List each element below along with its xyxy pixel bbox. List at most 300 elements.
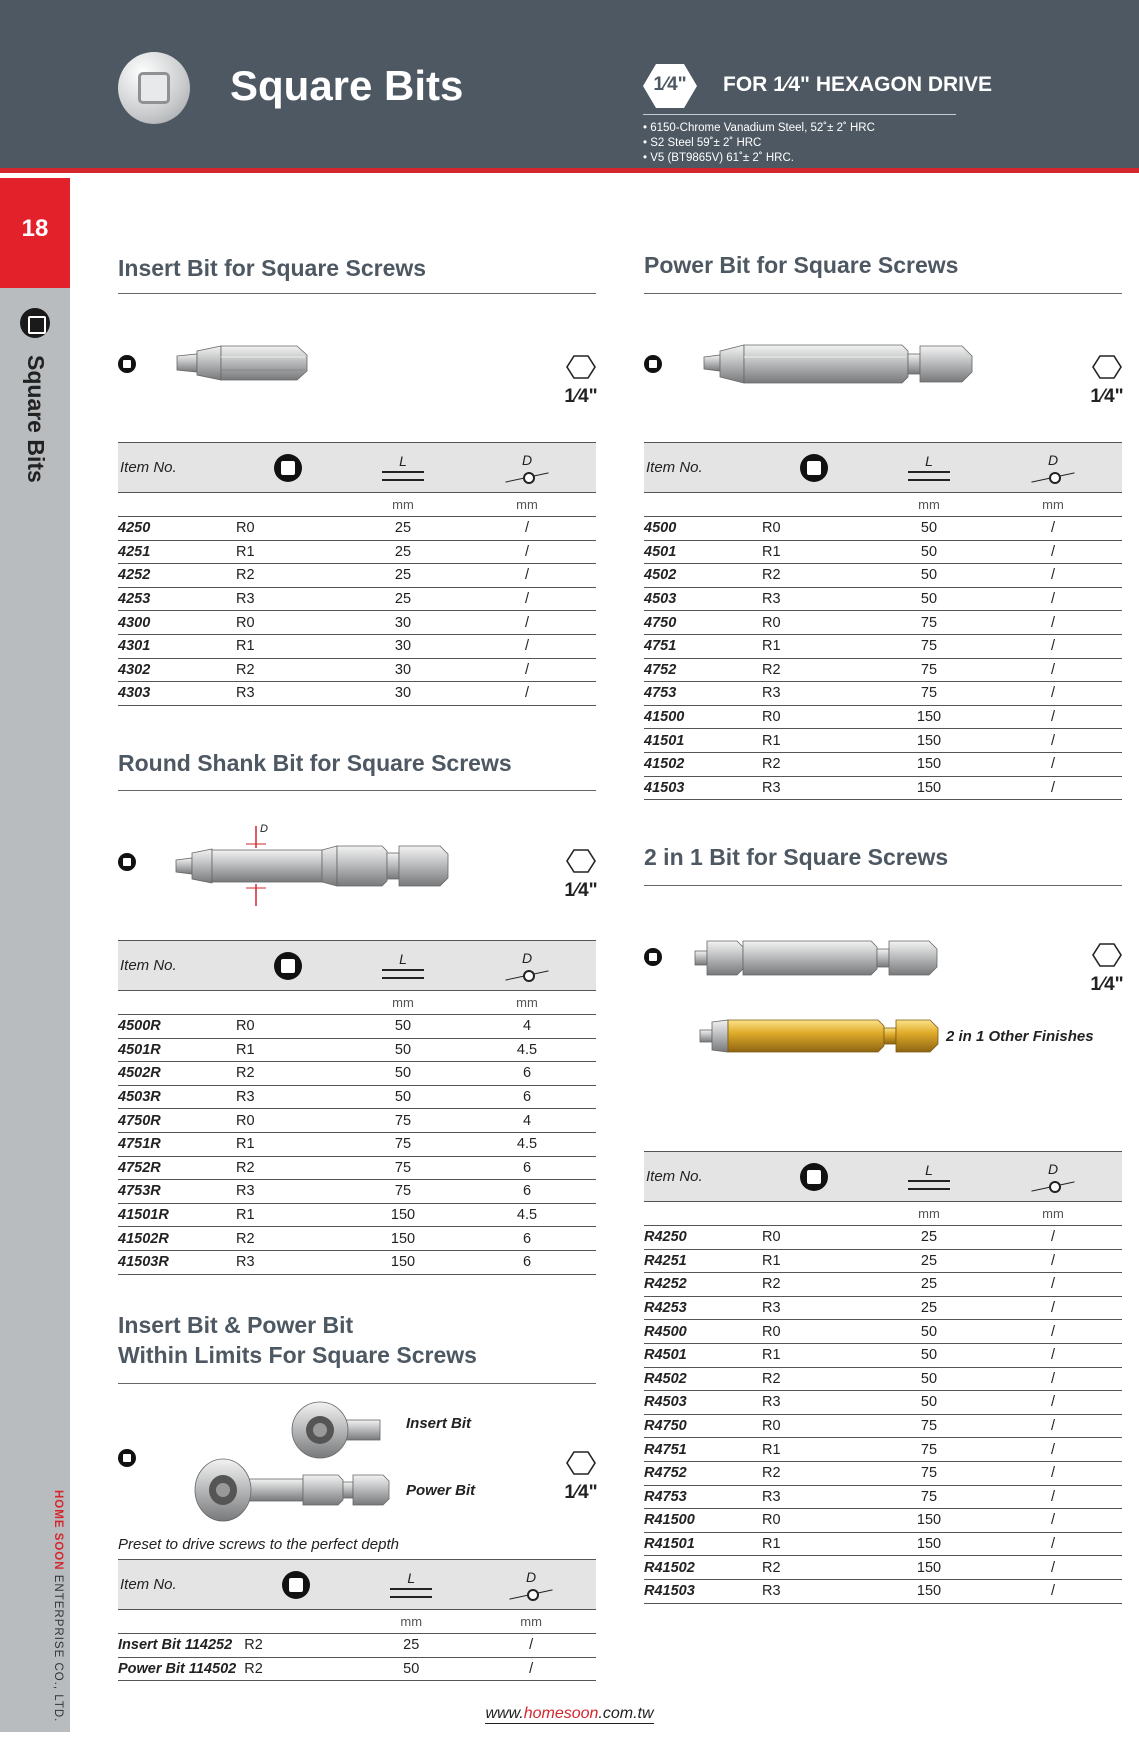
diameter-value: 6 xyxy=(458,1227,596,1251)
power-bit-label: Power Bit xyxy=(406,1482,476,1499)
col-diameter-label: D xyxy=(521,452,533,468)
col-length-label: L xyxy=(407,1570,416,1586)
units-row xyxy=(118,493,596,517)
table-body xyxy=(118,1610,596,1681)
hex-size-label: 1⁄4" xyxy=(1090,974,1124,995)
square-drive-icon xyxy=(274,454,302,482)
square-size: R0 xyxy=(754,611,874,635)
length-value: 150 xyxy=(874,705,984,729)
diameter-value: / xyxy=(984,1485,1122,1509)
length-value: 150 xyxy=(874,729,984,753)
page-number: 18 xyxy=(21,215,49,242)
col-diameter xyxy=(458,941,596,991)
square-size: R1 xyxy=(228,1132,348,1156)
length-value: 50 xyxy=(348,1062,458,1086)
square-size: R1 xyxy=(754,1343,874,1367)
length-value: 25 xyxy=(874,1249,984,1273)
diameter-value: / xyxy=(984,682,1122,706)
limits-table xyxy=(118,1559,596,1681)
item-no: 4753 xyxy=(644,682,754,706)
table-row xyxy=(644,1391,1122,1415)
item-no: R4500 xyxy=(644,1320,754,1344)
hexagon-icon xyxy=(1092,355,1122,379)
table-row xyxy=(118,658,596,682)
diameter-value: / xyxy=(984,1509,1122,1533)
hex-size-label: 1⁄4" xyxy=(564,386,598,407)
round-shank-title: Round Shank Bit for Square Screws xyxy=(118,750,512,776)
square-size: R1 xyxy=(228,634,348,658)
other-finishes-label: 2 in 1 Other Finishes xyxy=(946,1028,1094,1045)
table-row xyxy=(118,517,596,541)
length-value: 25 xyxy=(874,1226,984,1250)
square-size: R2 xyxy=(228,564,348,588)
table-row xyxy=(118,611,596,635)
two-in-one-table xyxy=(644,1151,1122,1604)
square-size: R0 xyxy=(228,517,348,541)
length-value: 75 xyxy=(874,1414,984,1438)
power-bit-title: Power Bit for Square Screws xyxy=(644,252,959,278)
table-row xyxy=(118,1085,596,1109)
url-brand: homesoon xyxy=(523,1705,599,1722)
table-row xyxy=(118,1203,596,1227)
length-value: 25 xyxy=(348,540,458,564)
hexagon-icon xyxy=(1092,943,1122,967)
diameter-value: 4.5 xyxy=(458,1203,596,1227)
item-no: 4501R xyxy=(118,1038,228,1062)
hex-size-indicator xyxy=(561,1451,601,1504)
square-size: R3 xyxy=(754,1296,874,1320)
square-drive-icon xyxy=(800,454,828,482)
item-no: 41502R xyxy=(118,1227,228,1251)
square-size: R2 xyxy=(228,1062,348,1086)
diameter-value: / xyxy=(466,1657,596,1681)
square-size: R3 xyxy=(754,1579,874,1603)
diameter-value: / xyxy=(984,1249,1122,1273)
table-body xyxy=(118,493,596,706)
diameter-value: 4 xyxy=(458,1109,596,1133)
length-value: 30 xyxy=(348,658,458,682)
website-url[interactable] xyxy=(485,1705,653,1724)
col-length-label: L xyxy=(925,1162,933,1178)
item-no: 4501 xyxy=(644,540,754,564)
length-value: 150 xyxy=(348,1203,458,1227)
length-value: 50 xyxy=(874,1367,984,1391)
item-no: 41500 xyxy=(644,705,754,729)
unit-label: mm xyxy=(348,493,458,517)
diameter-icon xyxy=(1031,470,1075,482)
length-value: 25 xyxy=(356,1634,466,1658)
item-no: 4750 xyxy=(644,611,754,635)
length-value: 25 xyxy=(348,587,458,611)
material-note: • 6150-Chrome Vanadium Steel, 52˚± 2˚ HRC xyxy=(643,122,875,134)
diameter-value: / xyxy=(984,658,1122,682)
square-size: R1 xyxy=(754,1438,874,1462)
square-size: R0 xyxy=(228,1109,348,1133)
table-row xyxy=(644,634,1122,658)
square-screw-icon xyxy=(118,853,136,871)
item-no: R4750 xyxy=(644,1414,754,1438)
item-no: R4253 xyxy=(644,1296,754,1320)
item-no: R41500 xyxy=(644,1509,754,1533)
table-row xyxy=(644,705,1122,729)
square-screw-icon xyxy=(644,355,662,373)
table-row xyxy=(644,564,1122,588)
hex-size-label: 1⁄4" xyxy=(564,1482,598,1503)
diameter-value: / xyxy=(458,587,596,611)
diameter-value: 4 xyxy=(458,1015,596,1039)
square-bits-emblem xyxy=(118,52,190,124)
square-size: R2 xyxy=(754,1556,874,1580)
col-diameter xyxy=(984,1152,1122,1202)
table-row xyxy=(118,1015,596,1039)
square-size: R1 xyxy=(228,540,348,564)
item-no: R4251 xyxy=(644,1249,754,1273)
length-value: 150 xyxy=(874,1556,984,1580)
item-no: R4751 xyxy=(644,1438,754,1462)
table-row xyxy=(118,1227,596,1251)
diameter-value: / xyxy=(984,752,1122,776)
hex-size-indicator xyxy=(1087,943,1127,996)
length-value: 75 xyxy=(874,1461,984,1485)
table-row xyxy=(644,1320,1122,1344)
length-value: 75 xyxy=(348,1180,458,1204)
item-no: 41503 xyxy=(644,776,754,800)
website-link[interactable] xyxy=(0,1705,1139,1723)
section-rule xyxy=(644,885,1122,886)
unit-label: mm xyxy=(458,991,596,1015)
unit-label: mm xyxy=(874,1202,984,1226)
item-no: 41502 xyxy=(644,752,754,776)
units-row xyxy=(118,991,596,1015)
length-value: 150 xyxy=(874,752,984,776)
round-shank-bit-image xyxy=(172,822,452,906)
item-no: 4303 xyxy=(118,682,228,706)
table-row xyxy=(644,1296,1122,1320)
length-value: 30 xyxy=(348,682,458,706)
unit-label: mm xyxy=(874,493,984,517)
length-value: 50 xyxy=(348,1038,458,1062)
table-row xyxy=(118,634,596,658)
square-size: R1 xyxy=(754,1249,874,1273)
item-no: R4502 xyxy=(644,1367,754,1391)
table-body xyxy=(118,991,596,1275)
item-no: R4252 xyxy=(644,1273,754,1297)
item-no: 4300 xyxy=(118,611,228,635)
power-bit-image xyxy=(702,342,974,386)
col-length xyxy=(356,1560,466,1610)
diameter-value: / xyxy=(984,1414,1122,1438)
power-bit-stop-image xyxy=(193,1457,393,1523)
square-size: R2 xyxy=(754,1367,874,1391)
item-no: 4752R xyxy=(118,1156,228,1180)
table-row xyxy=(644,1343,1122,1367)
square-size: R2 xyxy=(228,658,348,682)
square-size: R2 xyxy=(754,564,874,588)
length-icon xyxy=(382,969,424,979)
diameter-value: / xyxy=(984,1367,1122,1391)
diameter-value: / xyxy=(458,517,596,541)
length-value: 75 xyxy=(874,634,984,658)
col-diameter-label: D xyxy=(1047,452,1059,468)
square-drive-icon xyxy=(20,308,50,338)
diameter-value: / xyxy=(984,1296,1122,1320)
hex-size-indicator xyxy=(1087,355,1127,408)
length-value: 50 xyxy=(874,540,984,564)
item-no: 4301 xyxy=(118,634,228,658)
square-size: R2 xyxy=(754,1461,874,1485)
item-no: R4503 xyxy=(644,1391,754,1415)
item-no: 4500 xyxy=(644,517,754,541)
square-size: R2 xyxy=(228,1156,348,1180)
table-row xyxy=(644,729,1122,753)
table-row xyxy=(644,540,1122,564)
length-value: 75 xyxy=(348,1109,458,1133)
diameter-icon xyxy=(505,470,549,482)
col-item-no: Item No. xyxy=(644,443,754,493)
square-size: R1 xyxy=(754,729,874,753)
limits-title-line2: Within Limits For Square Screws xyxy=(118,1342,477,1368)
item-no: 41503R xyxy=(118,1250,228,1274)
table-row xyxy=(644,1509,1122,1533)
table-row xyxy=(644,611,1122,635)
square-size: R3 xyxy=(228,682,348,706)
diameter-value: 6 xyxy=(458,1250,596,1274)
diameter-value: / xyxy=(984,1273,1122,1297)
square-screw-icon xyxy=(118,355,136,373)
diameter-value: / xyxy=(984,1579,1122,1603)
section-rule xyxy=(118,1383,596,1384)
item-no: 4750R xyxy=(118,1109,228,1133)
length-value: 50 xyxy=(874,1320,984,1344)
item-no: Insert Bit 114252 xyxy=(118,1634,236,1658)
table-row xyxy=(118,587,596,611)
diameter-value: / xyxy=(458,540,596,564)
length-icon xyxy=(382,471,424,481)
table-row xyxy=(118,1038,596,1062)
square-size: R0 xyxy=(228,1015,348,1039)
length-value: 25 xyxy=(348,517,458,541)
col-diameter-label: D xyxy=(1047,1161,1059,1177)
unit-label: mm xyxy=(984,493,1122,517)
length-value: 75 xyxy=(874,611,984,635)
col-square-size xyxy=(754,1152,874,1202)
table-row xyxy=(644,1367,1122,1391)
col-length xyxy=(348,941,458,991)
col-length-label: L xyxy=(399,951,407,967)
length-value: 50 xyxy=(874,517,984,541)
diameter-value: / xyxy=(984,587,1122,611)
table-row xyxy=(118,1180,596,1204)
limits-title-line1: Insert Bit & Power Bit xyxy=(118,1312,354,1338)
length-value: 50 xyxy=(348,1085,458,1109)
length-value: 25 xyxy=(348,564,458,588)
table-row xyxy=(118,1156,596,1180)
square-size: R2 xyxy=(754,658,874,682)
company-name xyxy=(52,1490,64,1722)
square-screw-icon xyxy=(644,948,662,966)
table-row xyxy=(644,1556,1122,1580)
length-value: 50 xyxy=(348,1015,458,1039)
units-row xyxy=(644,1202,1122,1226)
material-note: • V5 (BT9865V) 61˚± 2˚ HRC. xyxy=(643,152,794,164)
diameter-value: 6 xyxy=(458,1062,596,1086)
page-title: Square Bits xyxy=(230,62,464,109)
two-in-one-title: 2 in 1 Bit for Square Screws xyxy=(644,844,949,870)
unit-label: mm xyxy=(356,1610,466,1634)
item-no: 4502 xyxy=(644,564,754,588)
table-body xyxy=(644,493,1122,800)
table-row xyxy=(118,1109,596,1133)
unit-label: mm xyxy=(458,493,596,517)
diameter-value: / xyxy=(984,1343,1122,1367)
diameter-value: / xyxy=(984,1391,1122,1415)
insert-bit-image xyxy=(175,343,310,383)
diameter-value: 4.5 xyxy=(458,1132,596,1156)
item-no: 4752 xyxy=(644,658,754,682)
col-square-size xyxy=(236,1560,356,1610)
diameter-value: / xyxy=(984,540,1122,564)
item-no: R4752 xyxy=(644,1461,754,1485)
item-no: 4500R xyxy=(118,1015,228,1039)
square-drive-icon xyxy=(282,1571,310,1599)
length-value: 50 xyxy=(874,564,984,588)
table-row xyxy=(118,1132,596,1156)
square-size: R2 xyxy=(236,1634,356,1658)
col-item-no: Item No. xyxy=(118,1560,236,1610)
item-no: 4250 xyxy=(118,517,228,541)
square-size: R0 xyxy=(754,705,874,729)
table-body xyxy=(644,1202,1122,1604)
section-rule xyxy=(644,293,1122,294)
unit-label: mm xyxy=(984,1202,1122,1226)
diameter-icon xyxy=(1031,1179,1075,1191)
col-diameter xyxy=(984,443,1122,493)
diameter-value: 6 xyxy=(458,1180,596,1204)
square-size: R0 xyxy=(754,1226,874,1250)
square-size: R2 xyxy=(754,1273,874,1297)
item-no: 4253 xyxy=(118,587,228,611)
length-value: 150 xyxy=(874,1532,984,1556)
table-row xyxy=(644,682,1122,706)
insert-bit-stop-image xyxy=(290,1400,390,1460)
square-size: R3 xyxy=(228,1180,348,1204)
length-value: 150 xyxy=(874,1509,984,1533)
diameter-value: 4.5 xyxy=(458,1038,596,1062)
length-value: 75 xyxy=(874,682,984,706)
hex-size-indicator xyxy=(561,355,601,408)
square-size: R3 xyxy=(754,1391,874,1415)
square-size: R0 xyxy=(754,1414,874,1438)
item-no: Power Bit 114502 xyxy=(118,1657,236,1681)
item-no: 4503 xyxy=(644,587,754,611)
item-no: 4503R xyxy=(118,1085,228,1109)
length-value: 150 xyxy=(874,1579,984,1603)
col-square-size xyxy=(754,443,874,493)
power-bit-table xyxy=(644,442,1122,800)
diameter-value: / xyxy=(984,776,1122,800)
page-header xyxy=(0,0,1139,173)
length-value: 75 xyxy=(874,1485,984,1509)
insert-bit-label: Insert Bit xyxy=(406,1415,472,1432)
item-no: 41501R xyxy=(118,1203,228,1227)
square-size: R3 xyxy=(228,1250,348,1274)
diameter-value: / xyxy=(458,682,596,706)
table-row xyxy=(644,658,1122,682)
col-diameter-label: D xyxy=(526,1569,537,1585)
url-suffix: .com.tw xyxy=(598,1705,654,1722)
item-no: R4501 xyxy=(644,1343,754,1367)
item-no: 4302 xyxy=(118,658,228,682)
length-value: 75 xyxy=(348,1156,458,1180)
diameter-value: / xyxy=(984,729,1122,753)
col-length-label: L xyxy=(925,453,933,469)
square-size: R2 xyxy=(754,752,874,776)
hex-badge-label: 1⁄4" xyxy=(653,74,687,95)
diameter-value: / xyxy=(984,1532,1122,1556)
header-divider xyxy=(643,114,956,115)
square-size: R1 xyxy=(228,1038,348,1062)
table-row xyxy=(644,1579,1122,1603)
square-size: R0 xyxy=(754,1509,874,1533)
hex-size-label: 1⁄4" xyxy=(564,880,598,901)
insert-bit-title: Insert Bit for Square Screws xyxy=(118,255,427,281)
length-value: 30 xyxy=(348,611,458,635)
company-suffix: ENTERPRISE CO., LTD. xyxy=(52,1570,64,1723)
square-size: R1 xyxy=(228,1203,348,1227)
insert-bit-table xyxy=(118,442,596,706)
item-no: 4251 xyxy=(118,540,228,564)
square-size: R2 xyxy=(228,1227,348,1251)
item-no: R4250 xyxy=(644,1226,754,1250)
table-row xyxy=(118,1062,596,1086)
table-row xyxy=(644,776,1122,800)
square-drive-icon xyxy=(800,1163,828,1191)
diameter-value: / xyxy=(458,611,596,635)
diameter-value: 6 xyxy=(458,1156,596,1180)
item-no: R41503 xyxy=(644,1579,754,1603)
company-brand: HOME SOON xyxy=(52,1490,64,1571)
table-row xyxy=(644,1461,1122,1485)
units-row xyxy=(118,1610,596,1634)
col-length xyxy=(874,443,984,493)
table-row xyxy=(118,1657,596,1681)
diameter-value: 6 xyxy=(458,1085,596,1109)
diameter-value: / xyxy=(984,705,1122,729)
unit-label: mm xyxy=(348,991,458,1015)
depth-caption: Preset to drive screws to the perfect depth xyxy=(118,1536,399,1553)
hex-size-label: 1⁄4" xyxy=(1090,386,1124,407)
table-row xyxy=(644,1438,1122,1462)
drive-type: FOR 1⁄4" HEXAGON DRIVE xyxy=(723,73,993,96)
col-square-size xyxy=(228,941,348,991)
diameter-value: / xyxy=(984,1226,1122,1250)
diameter-value: / xyxy=(984,611,1122,635)
table-row xyxy=(644,587,1122,611)
table-row xyxy=(644,1485,1122,1509)
url-prefix: www. xyxy=(485,1705,524,1722)
table-row xyxy=(644,1273,1122,1297)
diameter-value: / xyxy=(984,517,1122,541)
diameter-value: / xyxy=(984,1556,1122,1580)
col-length xyxy=(874,1152,984,1202)
hexagon-icon xyxy=(566,355,596,379)
item-no: 4751R xyxy=(118,1132,228,1156)
length-value: 50 xyxy=(356,1657,466,1681)
table-row xyxy=(644,1249,1122,1273)
gold-two-in-one-bit-image xyxy=(698,1017,940,1055)
square-screw-icon xyxy=(118,1449,136,1467)
square-size: R2 xyxy=(236,1657,356,1681)
